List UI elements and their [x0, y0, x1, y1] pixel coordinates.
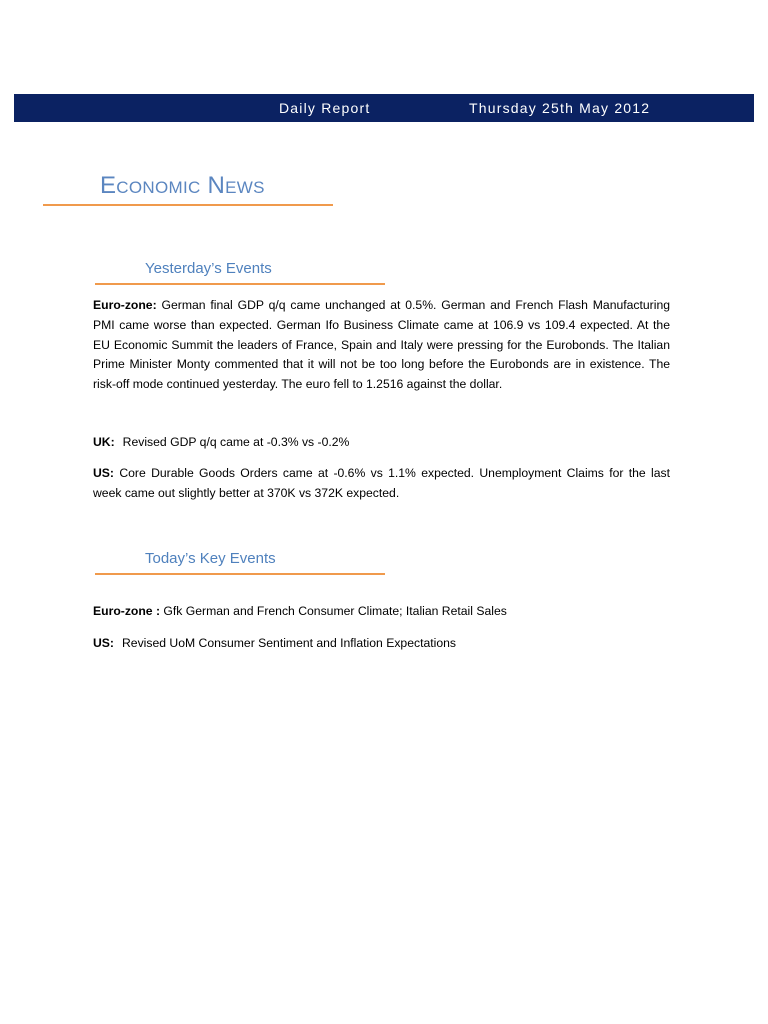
- report-header-bar: [14, 94, 754, 122]
- region-label: Euro-zone :: [93, 604, 161, 618]
- today-events-underline: [95, 573, 385, 575]
- yesterday-us-paragraph: [93, 464, 670, 504]
- region-label: US:: [93, 466, 114, 480]
- event-text: Revised GDP q/q came at -0.3% vs -0.2%: [122, 435, 350, 449]
- yesterday-eurozone-paragraph: [93, 296, 670, 395]
- yesterday-events-underline: [95, 283, 385, 285]
- region-label: US:: [93, 636, 114, 650]
- event-text: Core Durable Goods Orders came at -0.6% vs 1.1% expected. Unemployment Claims for the last week came out slightly better at 370K vs 372K expected.: [93, 466, 670, 500]
- yesterday-uk-paragraph: [93, 433, 670, 453]
- today-eurozone-paragraph: [93, 602, 670, 622]
- today-events-heading: Today’s Key Events: [145, 550, 276, 567]
- section-title: Economic News: [100, 172, 265, 199]
- region-label: UK:: [93, 435, 115, 449]
- region-label: Euro-zone:: [93, 298, 157, 312]
- event-text: German final GDP q/q came unchanged at 0.5%. German and French Flash Manufacturing PMI came worse than expected. German Ifo Business Climate came at 106.9 vs 109.4 expected. At the EU Economic Summit the leaders of France, Spain and Italy were pressing for the Eurobonds. The Italian Prime Minister Monty commented that it will not be too long before the Eurobonds are in existence. The risk-off mode continued yesterday. The euro fell to 1.2516 against the dollar.: [93, 298, 671, 392]
- section-title-underline: [43, 204, 333, 206]
- event-text: Gfk German and French Consumer Climate; Italian Retail Sales: [163, 604, 507, 618]
- report-label: Daily Report: [279, 100, 371, 116]
- yesterday-events-heading: Yesterday’s Events: [145, 260, 272, 277]
- report-date: Thursday 25th May 2012: [469, 100, 651, 116]
- today-us-paragraph: [93, 634, 670, 654]
- event-text: Revised UoM Consumer Sentiment and Inflation Expectations: [122, 636, 456, 650]
